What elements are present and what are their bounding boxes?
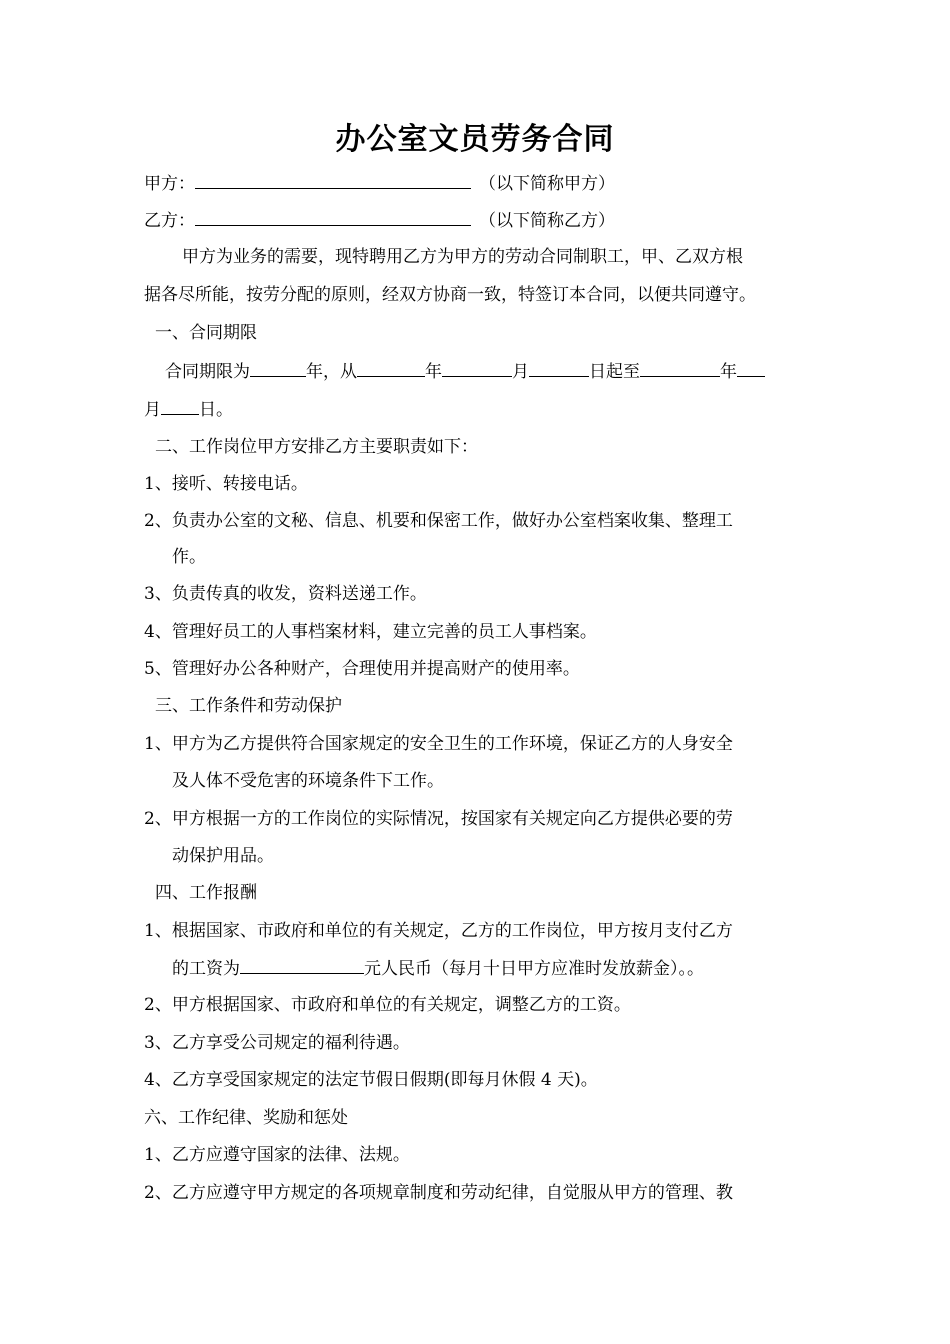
end-day-blank[interactable] xyxy=(161,396,199,415)
term-text-1: 合同期限为 xyxy=(165,362,250,382)
term-years-blank[interactable] xyxy=(250,358,306,377)
salary-blank[interactable] xyxy=(240,955,364,974)
term-text-3: 年 xyxy=(425,362,442,382)
duty-item-4: 4、管理好员工的人事档案材料，建立完善的员工人事档案。 xyxy=(144,622,597,642)
contract-term-line xyxy=(165,358,765,385)
pay-text-pre: 的工资为 xyxy=(172,959,240,979)
pay-item-3: 3、乙方享受公司规定的福利待遇。 xyxy=(144,1033,410,1053)
term-text-5: 日起至 xyxy=(589,362,640,382)
section-1-heading: 一、合同期限 xyxy=(155,323,257,343)
duty-item-2: 2、负责办公室的文秘、信息、机要和保密工作，做好办公室档案收集、整理工 xyxy=(144,511,733,531)
condition-item-1-cont: 及人体不受危害的环境条件下工作。 xyxy=(172,771,444,791)
pay-item-2: 2、甲方根据国家、市政府和单位的有关规定，调整乙方的工资。 xyxy=(144,995,631,1015)
pay-item-1: 1、根据国家、市政府和单位的有关规定，乙方的工作岗位，甲方按月支付乙方 xyxy=(144,921,733,941)
party-b-suffix: （以下简称乙方） xyxy=(479,211,615,231)
section-4-heading: 四、工作报酬 xyxy=(155,883,257,903)
pay-text-post: 元人民币（每月十日甲方应准时发放薪金）。。 xyxy=(364,959,704,979)
duty-item-2-cont: 作。 xyxy=(172,547,206,567)
pay-item-4: 4、乙方享受国家规定的法定节假日假期(即每月休假 4 天)。 xyxy=(144,1070,598,1090)
party-b-blank[interactable] xyxy=(195,207,471,226)
end-month-blank[interactable] xyxy=(737,358,765,377)
party-b-line xyxy=(144,207,615,234)
term-text-4: 月 xyxy=(512,362,529,382)
start-year-blank[interactable] xyxy=(357,358,425,377)
section-3-heading: 三、工作条件和劳动保护 xyxy=(155,696,342,716)
term-text-2: 年，从 xyxy=(306,362,357,382)
intro-line-2: 据各尽所能，按劳分配的原则，经双方协商一致，特签订本合同，以便共同遵守。 xyxy=(144,285,756,305)
term-text-8: 日。 xyxy=(199,400,233,420)
condition-item-1: 1、甲方为乙方提供符合国家规定的安全卫生的工作环境，保证乙方的人身安全 xyxy=(144,734,733,754)
section-6-heading: 六、工作纪律、奖励和惩处 xyxy=(144,1108,348,1128)
pay-item-1-cont xyxy=(172,955,704,982)
discipline-item-1: 1、乙方应遵守国家的法律、法规。 xyxy=(144,1145,410,1165)
discipline-item-2: 2、乙方应遵守甲方规定的各项规章制度和劳动纪律，自觉服从甲方的管理、教 xyxy=(144,1183,733,1203)
condition-item-2: 2、甲方根据一方的工作岗位的实际情况，按国家有关规定向乙方提供必要的劳 xyxy=(144,809,733,829)
start-day-blank[interactable] xyxy=(529,358,589,377)
condition-item-2-cont: 动保护用品。 xyxy=(172,846,274,866)
page-title: 办公室文员劳务合同 xyxy=(335,122,615,157)
term-text-7: 月 xyxy=(144,400,161,420)
contract-term-line-2 xyxy=(144,396,233,423)
end-year-blank[interactable] xyxy=(640,358,720,377)
duty-item-5: 5、管理好办公各种财产，合理使用并提高财产的使用率。 xyxy=(144,659,580,679)
intro-line-1: 甲方为业务的需要，现特聘用乙方为甲方的劳动合同制职工，甲、乙双方根 xyxy=(182,247,743,267)
party-b-label: 乙方： xyxy=(144,211,195,231)
start-month-blank[interactable] xyxy=(442,358,512,377)
party-a-blank[interactable] xyxy=(195,170,471,189)
duty-item-3: 3、负责传真的收发，资料送递工作。 xyxy=(144,584,427,604)
party-a-suffix: （以下简称甲方） xyxy=(479,174,615,194)
section-2-heading: 二、工作岗位甲方安排乙方主要职责如下： xyxy=(155,437,478,457)
term-text-6: 年 xyxy=(720,362,737,382)
party-a-line xyxy=(144,170,615,197)
duty-item-1: 1、接听、转接电话。 xyxy=(144,474,308,494)
party-a-label: 甲方： xyxy=(144,174,195,194)
